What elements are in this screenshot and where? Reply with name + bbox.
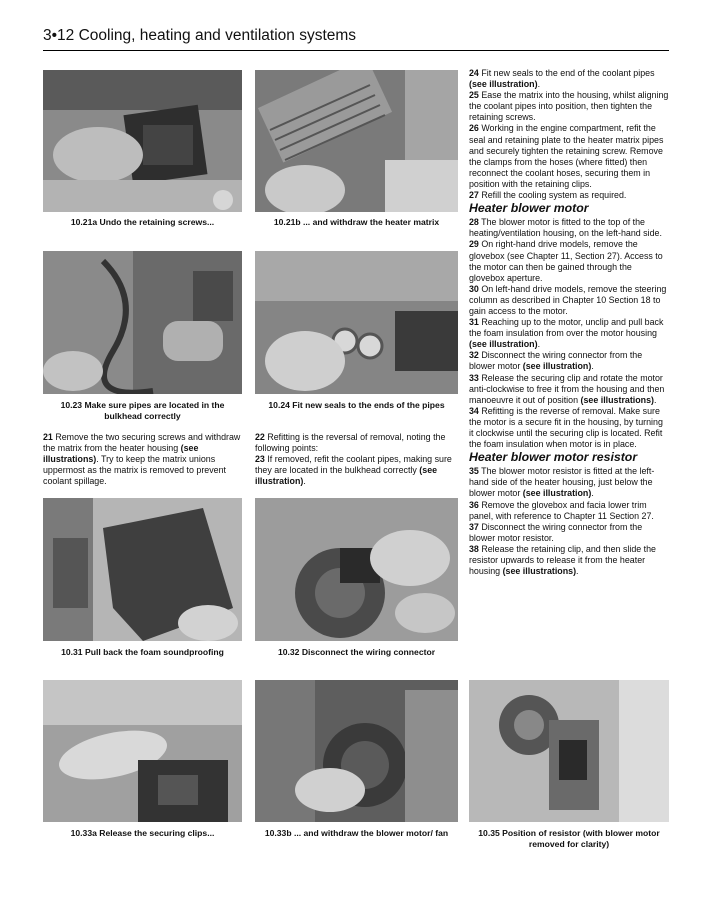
paragraph-37: 37 Disconnect the wiring connector from the blower motor resistor. bbox=[469, 521, 643, 543]
paragraph-38: 38 Release the retaining clip, and then slide the resistor upwards to release it from the heater housing (see illustrations). bbox=[469, 543, 656, 577]
heading-heater-blower-motor-resistor: Heater blower motor resistor bbox=[469, 450, 638, 465]
paragraph-34: 34 Refitting is the reverse of removal. Make sure the motor is a secure fit in the housing, by turning it clockwise until the securing clip is located. Refit the foam insulation when motor is in place. bbox=[469, 405, 663, 450]
photo-10-21a bbox=[43, 70, 242, 212]
text-right-column bbox=[469, 68, 669, 577]
header-rule bbox=[43, 50, 669, 51]
page-title: Cooling, heating and ventilation systems bbox=[78, 27, 357, 44]
page-number: 3•12 bbox=[43, 27, 75, 44]
photo-10-35 bbox=[469, 680, 669, 822]
paragraph-31: 31 Reaching up to the motor, unclip and pull back the foam insulation from over the motor housing (see illustration). bbox=[469, 317, 664, 350]
text-left-column bbox=[43, 432, 242, 487]
caption-10-31: 10.31 Pull back the foam soundproofing bbox=[61, 647, 224, 657]
paragraph-33: 33 Release the securing clip and rotate the motor anti-clockwise to free it from the housing and then manoeuvre it out of position (see illustrations). bbox=[469, 372, 665, 405]
caption-10-23: 10.23 Make sure pipes are located in the bulkhead correctly bbox=[60, 400, 225, 421]
caption-10-24: 10.24 Fit new seals to the ends of the pipes bbox=[268, 400, 445, 410]
caption-10-21a: 10.21a Undo the retaining screws... bbox=[70, 217, 215, 227]
paragraph-21: 21 Remove the two securing screws and withdraw the matrix from the heater housing (see illustrations). Try to keep the matrix unions uppermost as the matrix is removed to prevent coolant spillage. bbox=[43, 432, 241, 487]
heading-heater-blower-motor: Heater blower motor bbox=[469, 201, 589, 216]
paragraph-26: 26 Working in the engine compartment, refit the seal and retaining plate to the heater matrix pipes and securely tighten the retaining screw. Remove the clamps from the hoses (where fitted) then reconnect the coolant hoses, securing them in position with the retaining clips. bbox=[469, 123, 664, 189]
paragraph-35: 35 The blower motor resistor is fitted at the left-hand side of the heater housing, just below the blower motor (see illustration). bbox=[469, 466, 655, 499]
photo-10-21b bbox=[255, 70, 458, 212]
page-header bbox=[43, 27, 356, 45]
caption-10-32: 10.32 Disconnect the wiring connector bbox=[277, 647, 436, 657]
paragraph-24: 24 Fit new seals to the end of the coolant pipes (see illustration). bbox=[469, 68, 655, 90]
paragraph-23: 23 If removed, refit the coolant pipes, making sure they are located in the bulkhead correctly (see illustration). bbox=[255, 454, 452, 487]
paragraph-27: 27 Refill the cooling system as required. bbox=[469, 190, 627, 201]
paragraph-29: 29 On right-hand drive models, remove the glovebox (see Chapter 11, Section 27). Access to the motor can then be gained through the glovebox aperture. bbox=[469, 239, 663, 283]
caption-10-35: 10.35 Position of resistor (with blower motor removed for clarity) bbox=[478, 828, 660, 849]
photo-10-24 bbox=[255, 251, 458, 394]
paragraph-30: 30 On left-hand drive models, remove the steering column as described in Chapter 10 Section 18 to gain access to the motor. bbox=[469, 283, 667, 316]
paragraph-25: 25 Ease the matrix into the housing, whilst aligning the coolant pipes into position, then tighten the retaining screws. bbox=[469, 90, 669, 123]
paragraph-22: 22 Refitting is the reversal of removal, noting the following points: bbox=[255, 432, 446, 454]
paragraph-36: 36 Remove the glovebox and facia lower trim panel, with reference to Chapter 11 Section 27. bbox=[469, 499, 654, 521]
photo-10-33a bbox=[43, 680, 242, 822]
caption-10-33a: 10.33a Release the securing clips... bbox=[70, 828, 215, 838]
paragraph-32: 32 Disconnect the wiring connector from the blower motor (see illustration). bbox=[469, 350, 643, 372]
photo-10-33b bbox=[255, 680, 458, 822]
caption-10-33b: 10.33b ... and withdraw the blower motor/ fan bbox=[264, 828, 449, 838]
paragraph-28: 28 The blower motor is fitted to the top of the heating/ventilation housing, on the left-hand side. bbox=[469, 217, 662, 239]
photo-10-32 bbox=[255, 498, 458, 641]
photo-10-23 bbox=[43, 251, 242, 394]
caption-10-21b: 10.21b ... and withdraw the heater matrix bbox=[273, 217, 440, 227]
text-middle-column bbox=[255, 432, 458, 487]
photo-10-31 bbox=[43, 498, 242, 641]
